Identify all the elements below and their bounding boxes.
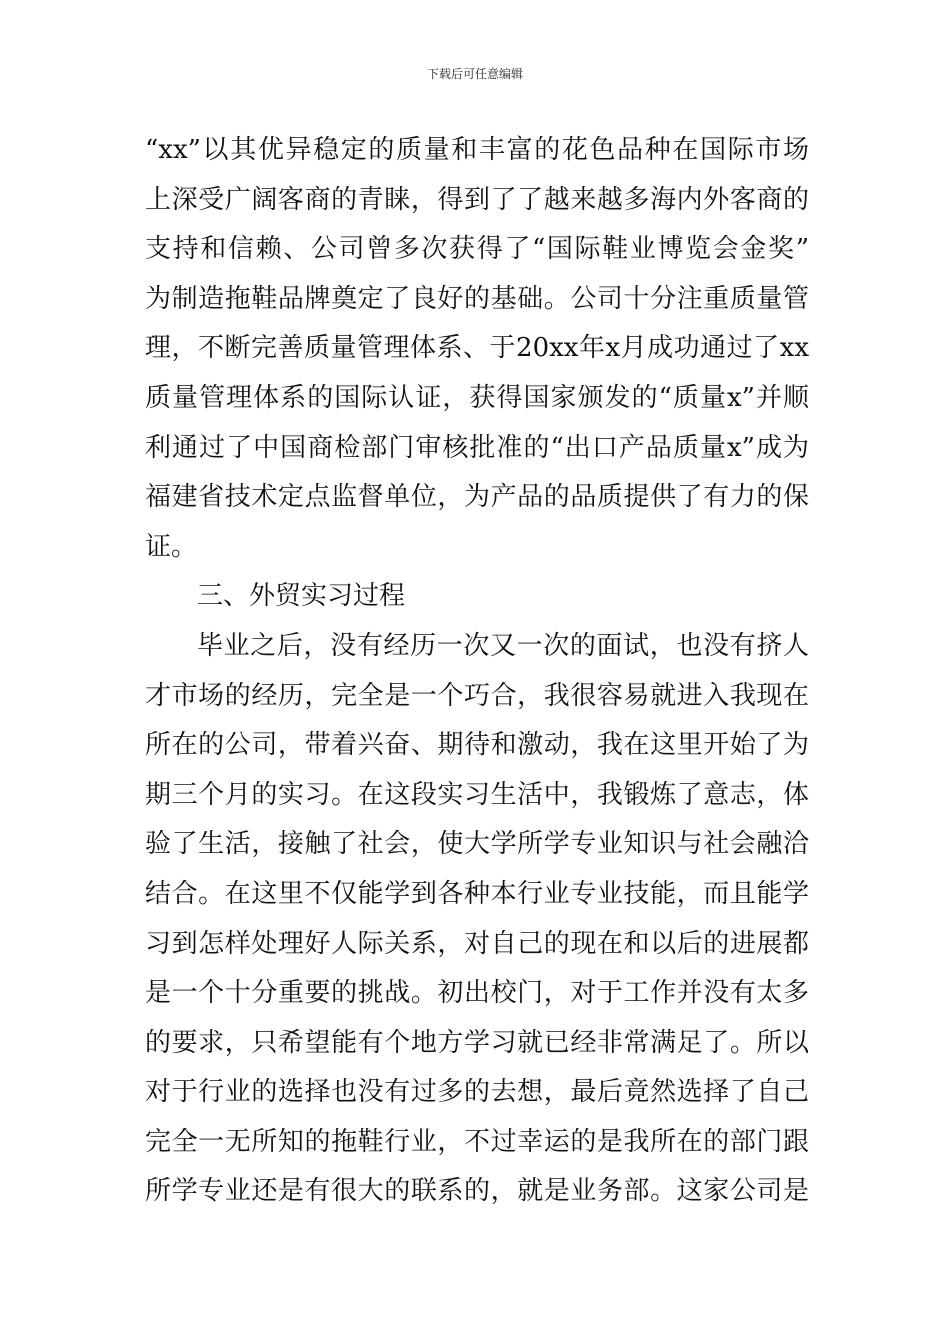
text-line: 期三个月的实习。在这段实习生活中，我锻炼了意志，体: [145, 779, 809, 810]
text-line: 理，不断完善质量管理体系、于20xx年x月成功通过了xx: [145, 333, 809, 364]
text-line: 才市场的经历，完全是一个巧合，我很容易就进入我现在: [145, 680, 809, 711]
text-line: 的要求，只希望能有个地方学习就已经非常满足了。所以: [145, 1027, 809, 1058]
section-heading: 三、外贸实习过程: [197, 581, 406, 612]
page-header: 下载后可任意编辑: [426, 67, 523, 81]
text-line: 结合。在这里不仅能学到各种本行业专业技能，而且能学: [145, 878, 809, 909]
text-line: “xx”以其优异稳定的质量和丰富的花色品种在国际市场: [145, 135, 809, 165]
text-line: 利通过了中国商检部门审核批准的“出口产品质量x”成为: [145, 432, 809, 463]
text-line: 是一个十分重要的挑战。初出校门，对于工作并没有太多: [145, 978, 809, 1009]
document-body: [145, 126, 809, 1217]
text-line: 所学专业还是有很大的联系的，就是业务部。这家公司是: [145, 1176, 809, 1207]
text-line: 对于行业的选择也没有过多的去想，最后竟然选择了自己: [145, 1077, 809, 1108]
text-line: 支持和信赖、公司曾多次获得了“国际鞋业博览会金奖”: [145, 234, 809, 265]
text-line: 福建省技术定点监督单位，为产品的品质提供了有力的保: [145, 482, 809, 513]
text-line: 所在的公司，带着兴奋、期待和激动，我在这里开始了为: [145, 730, 809, 761]
text-line: 上深受广阔客商的青睐，得到了了越来越多海内外客商的: [145, 184, 809, 215]
text-line: 证。: [145, 531, 198, 562]
text-line: 为制造拖鞋品牌奠定了良好的基础。公司十分注重质量管: [145, 283, 809, 314]
text-line: 毕业之后，没有经历一次又一次的面试，也没有挤人: [197, 630, 809, 661]
text-line: 习到怎样处理好人际关系，对自己的现在和以后的进展都: [145, 928, 809, 959]
text-line: 验了生活，接触了社会，使大学所学专业知识与社会融洽: [145, 829, 809, 860]
text-line: 完全一无所知的拖鞋行业，不过幸运的是我所在的部门跟: [145, 1126, 809, 1157]
text-line: 质量管理体系的国际认证，获得国家颁发的“质量x”并顺: [145, 382, 809, 413]
